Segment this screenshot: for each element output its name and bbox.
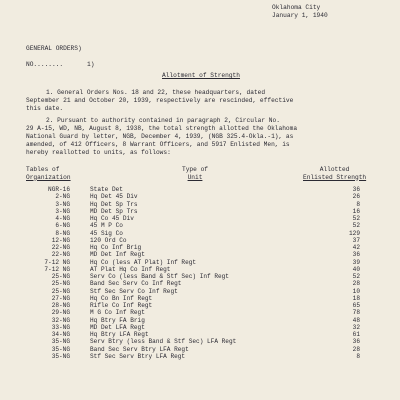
strength-cell: 26 xyxy=(352,193,360,201)
column-header-type-line1: Type of xyxy=(182,166,208,173)
table-row xyxy=(20,309,360,316)
order-number-label: NO........ xyxy=(26,61,64,68)
paragraph-1-line: 1. General Orders Nos. 18 and 22, these headquarters, dated xyxy=(46,89,266,96)
strength-cell: 36 xyxy=(352,186,360,193)
spacer-cell xyxy=(70,222,90,229)
org-cell: 35-NG xyxy=(51,352,70,360)
org-cell: 12-NG xyxy=(51,236,70,244)
strength-cell: 52 xyxy=(352,215,360,222)
column-header-allotted xyxy=(303,166,366,181)
table-row xyxy=(20,215,360,222)
org-cell: 29-NG xyxy=(51,309,70,317)
spacer-cell xyxy=(70,244,90,251)
org-cell: 34-NG xyxy=(51,331,70,338)
strength-cell: 65 xyxy=(352,302,360,309)
table-row xyxy=(20,353,360,360)
unit-cell: M G Co Inf Regt xyxy=(90,309,145,317)
unit-cell: MD Det LFA Regt xyxy=(90,323,145,331)
spacer-cell xyxy=(70,273,90,280)
table-row xyxy=(20,324,360,331)
table-row xyxy=(20,338,360,345)
org-cell: 25-NG xyxy=(51,273,70,280)
unit-cell: MD Det Inf Regt xyxy=(90,251,145,259)
allotment-table-body xyxy=(20,186,360,360)
spacer-cell xyxy=(70,331,90,338)
spacer-cell xyxy=(70,280,90,287)
paragraph-2 xyxy=(26,117,376,157)
unit-cell: Band Sec Serv Btry LFA Regt xyxy=(90,345,189,353)
org-cell: 7-12 NG xyxy=(44,265,70,273)
org-cell: 6-NG xyxy=(55,222,70,230)
org-cell: 22-NG xyxy=(51,244,70,251)
table-row xyxy=(20,244,360,251)
column-header-allotted-line2: Enlisted Strength xyxy=(303,173,367,181)
unit-cell: State Det xyxy=(90,186,123,193)
paragraph-2-line: amended, of 412 Officers, 8 Warrant Officers, and 5917 Enlisted Men, is xyxy=(26,141,290,148)
table-row xyxy=(20,295,360,302)
org-cell: 35-NG xyxy=(51,345,70,353)
unit-cell: Rifle Co Inf Regt xyxy=(90,302,153,309)
strength-cell: 28 xyxy=(352,345,360,353)
org-cell: 22-NG xyxy=(51,251,70,259)
column-header-allotted-line1: Allotted xyxy=(319,166,350,173)
org-cell: 3-NG xyxy=(55,207,70,215)
spacer-cell xyxy=(70,346,90,353)
table-row xyxy=(20,266,360,273)
spacer-cell xyxy=(70,338,90,345)
strength-cell: 39 xyxy=(352,258,360,266)
spacer-cell xyxy=(70,295,90,302)
unit-cell: Serv Co (less Band & Stf Sec) Inf Regt xyxy=(90,273,229,280)
paragraph-1-line: September 21 and October 20, 1939, respectively are rescinded, effective xyxy=(26,97,294,104)
unit-cell: 120 Ord Co xyxy=(90,236,127,244)
table-row xyxy=(20,230,360,237)
spacer-cell xyxy=(70,251,90,258)
column-header-type-line2: Unit xyxy=(187,173,203,181)
strength-cell: 52 xyxy=(352,273,360,280)
column-header-tables xyxy=(26,166,71,181)
unit-cell: Hq Det 45 Div xyxy=(90,193,138,201)
paragraph-2-line: hereby reallotted to units, as follows: xyxy=(26,149,171,156)
unit-cell: Hq Co (less AT Plat) Inf Regt xyxy=(90,258,197,266)
unit-cell: Hq Co 45 Div xyxy=(90,215,134,222)
unit-cell: Hq Btry LFA Regt xyxy=(90,331,149,338)
spacer-cell xyxy=(70,288,90,295)
table-row xyxy=(20,331,360,338)
strength-cell: 36 xyxy=(352,338,360,346)
table-row xyxy=(20,346,360,353)
table-row xyxy=(20,302,360,309)
column-header-type xyxy=(182,166,208,181)
unit-cell: Serv Btry (less Band & Stf Sec) LFA Regt xyxy=(90,338,237,346)
allotment-table xyxy=(20,186,360,360)
unit-cell: Hq Co Bn Inf Regt xyxy=(90,294,153,302)
paragraph-2-line: National Guard by letter, NGB, December 4, 1939, (NGB 325.4-Okla.-1), as xyxy=(26,133,294,140)
table-row xyxy=(20,193,360,200)
unit-cell: Hq Co Inf Brig xyxy=(90,244,142,251)
table-row xyxy=(20,259,360,266)
spacer-cell xyxy=(70,302,90,309)
org-cell: 27-NG xyxy=(51,294,70,302)
org-cell: 35-NG xyxy=(51,338,70,346)
org-cell: 33-NG xyxy=(51,323,70,331)
table-row xyxy=(20,201,360,208)
unit-cell: 45 M P Co xyxy=(90,222,123,230)
orders-label: GENERAL ORDERS) xyxy=(26,45,82,52)
strength-cell: 8 xyxy=(356,352,360,360)
unit-cell: 45 Sig Co xyxy=(90,229,123,237)
paragraph-1-line: this date. xyxy=(26,105,64,112)
strength-cell: 10 xyxy=(352,287,360,295)
spacer-cell xyxy=(70,353,90,360)
strength-cell: 16 xyxy=(352,207,360,215)
strength-cell: 61 xyxy=(352,331,360,338)
org-cell: 25-NG xyxy=(51,280,70,288)
paragraph-2-line: 2. Pursuant to authority contained in paragraph 2, Circular No. xyxy=(46,117,280,124)
paragraph-1 xyxy=(26,89,376,113)
strength-cell: 32 xyxy=(352,323,360,331)
spacer-cell xyxy=(70,186,90,193)
table-row xyxy=(20,317,360,324)
strength-cell: 18 xyxy=(352,294,360,302)
org-cell: 3-NG xyxy=(55,200,70,208)
strength-cell: 40 xyxy=(352,265,360,273)
spacer-cell xyxy=(70,324,90,331)
unit-cell: Hq Btry FA Brig xyxy=(90,316,145,324)
header-date: January 1, 1940 xyxy=(272,12,328,19)
table-row xyxy=(20,251,360,258)
column-header-tables-line2: Organization xyxy=(26,173,71,181)
unit-cell: Band Sec Serv Co Inf Regt xyxy=(90,280,182,288)
table-row xyxy=(20,280,360,287)
spacer-cell xyxy=(70,317,90,324)
unit-cell: Stf Sec Serv Co Inf Regt xyxy=(90,287,178,295)
strength-cell: 129 xyxy=(349,229,360,237)
table-row xyxy=(20,222,360,229)
strength-cell: 28 xyxy=(352,280,360,288)
unit-cell: AT Plat Hq Co Inf Regt xyxy=(90,265,171,273)
spacer-cell xyxy=(70,230,90,237)
org-cell: 4-NG xyxy=(55,215,70,222)
unit-cell: Hq Det Sp Trs xyxy=(90,200,138,208)
strength-cell: 48 xyxy=(352,316,360,324)
spacer-cell xyxy=(70,215,90,222)
strength-cell: 8 xyxy=(356,200,360,208)
spacer-cell xyxy=(70,266,90,273)
column-header-tables-line1: Tables of xyxy=(26,166,60,173)
document-title: Allotment of Strength xyxy=(162,72,240,79)
org-cell: 8-NG xyxy=(55,229,70,237)
spacer-cell xyxy=(70,259,90,266)
table-row xyxy=(20,237,360,244)
table-row xyxy=(20,186,360,193)
spacer-cell xyxy=(70,208,90,215)
header-city: Oklahoma City xyxy=(272,4,321,11)
spacer-cell xyxy=(70,193,90,200)
spacer-cell xyxy=(70,309,90,316)
spacer-cell xyxy=(70,201,90,208)
strength-cell: 36 xyxy=(352,251,360,259)
table-row xyxy=(20,273,360,280)
spacer-cell xyxy=(70,237,90,244)
org-cell: 28-NG xyxy=(51,302,70,309)
org-cell: 2-NG xyxy=(55,193,70,201)
strength-cell: 52 xyxy=(352,222,360,230)
strength-cell: 37 xyxy=(352,236,360,244)
org-cell: 32-NG xyxy=(51,316,70,324)
paragraph-2-line: 29 A-15, WD, NB, August 8, 1938, the total strength allotted the Oklahoma xyxy=(26,125,298,132)
strength-cell: 78 xyxy=(352,309,360,317)
order-number-value: 1) xyxy=(87,61,95,68)
strength-cell: 42 xyxy=(352,244,360,251)
org-cell: 25-NG xyxy=(51,287,70,295)
unit-cell: Stf Sec Serv Btry LFA Regt xyxy=(90,352,186,360)
org-cell: 7-12 NG xyxy=(44,258,70,266)
org-cell: NGR-16 xyxy=(48,186,70,193)
table-row xyxy=(20,288,360,295)
unit-cell: MD Det Sp Trs xyxy=(90,207,138,215)
table-row xyxy=(20,208,360,215)
